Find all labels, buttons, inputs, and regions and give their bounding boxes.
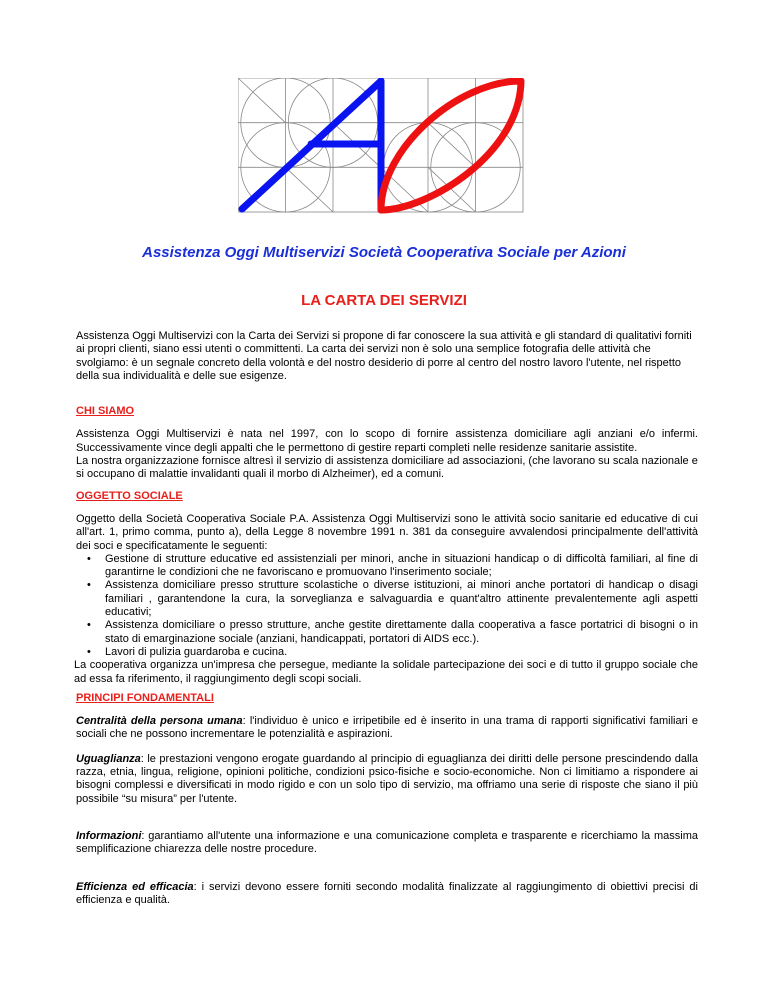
chi-siamo-paragraph-1: Assistenza Oggi Multiservizi è nata nel 1997, con lo scopo di fornire assistenza domiciliare agli anziani e/o infermi. Successivamente vince degli appalti che le permettono di gestire reparti completi nelle residenze sanitarie assistite. [76,428,698,454]
principle-text: : l'individuo è unico e irripetibile ed è inserito in una trama di rapporti significativi familiari e sociali che ne possono incrementare le potenzialità e aspirazioni. [76,715,699,741]
section-heading-chi-siamo: CHI SIAMO [76,405,135,418]
principle-text: : garantiamo all'utente una informazione e una comunicazione completa e trasparente e ricerchiamo la massima semplificazione chiarezza delle nostre procedure. [76,829,698,856]
list-item [76,579,698,619]
bullet-icon: • [87,619,91,632]
principle-text: : le prestazioni vengono erogate guardando al principio di eguaglianza dei diritti delle persone prescindendo dalla razza, etnia, lingua, religione, opinioni politiche, condizioni psico-fisiche e socio-economiche. Non ci limitiamo a rispondere ai bisogni complessi e diversificati in modo rigido e con un solo tipo di servizio, ma offriamo una serie di risposte che siano il più possibile “su misura” per l'utente. [76,752,698,805]
principle-efficienza [76,881,698,908]
intro-paragraph: Assistenza Oggi Multiservizi con la Carta dei Servizi si propone di far conoscere la sua attività e gli standard di qualitativi forniti ai propri clienti, siano essi utenti o committenti. La carta dei servizi non è solo una semplice fotografia delle attività che svolgiamo: è un segnale concreto della volontà e del nostro desiderio di porre al centro del nostro lavoro l'utente, nel rispetto della sua individualità e delle sue esigenze. [76,330,692,382]
bullet-icon: • [87,645,91,658]
list-item-text: Assistenza domiciliare o presso strutture, anche gestite direttamente dalla cooperativa a fasce portatrici di bisogni o in stato di emarginazione sociale (anziani, handicappati, portatori di AIDS ecc.). [105,619,698,645]
principle-text: : i servizi devono essere forniti secondo modalità finalizzate al raggiungimento di obiettivi precisi di efficienza e qualità. [76,880,698,906]
bullet-icon: • [87,579,91,592]
principle-uguaglianza [76,753,698,806]
logo-letter-o [381,81,521,210]
list-item [76,646,698,659]
section-heading-oggetto-sociale: OGGETTO SOCIALE [76,489,183,502]
oggetto-sociale-list [76,553,698,659]
assistenza-oggi-logo [238,78,525,214]
oggetto-sociale-intro: Oggetto della Società Cooperativa Sociale P.A. Assistenza Oggi Multiservizi sono le attività socio sanitarie ed educative di cui all'art. 1, primo comma, punto a), della Legge 8 novembre 1991 n. 381 da conseguire avvalendosi principalmente dell'attività dei soci e specificatamente le seguenti: [76,512,698,552]
chi-siamo-paragraph-2: La nostra organizzazione fornisce altresì il servizio di assistenza domiciliare ad associazioni, (che lavorano su scala nazionale e si occupano di malattie invalidanti quali il morbo di Alzheimer), ed a comuni. [76,455,698,481]
bullet-icon: • [87,552,91,565]
principle-term: Uguaglianza [76,752,141,765]
list-item-text: Assistenza domiciliare presso strutture scolastiche o diverse istituzioni, ai minori anche portatori di handicap o disagi familiari , garantendone la cura, la sorveglianza e salvaguardia e quant'altro attinente prevalentemente agli aspetti educativi; [105,579,698,619]
logo-letter-a [242,81,381,210]
list-item [76,553,698,580]
organization-title: Assistenza Oggi Multiservizi Società Cooperativa Sociale per Azioni [142,244,626,261]
list-item-text: Lavori di pulizia guardaroba e cucina. [105,645,288,658]
principle-centralita [76,715,698,742]
oggetto-sociale-closing: La cooperativa organizza un'impresa che persegue, mediante la solidale partecipazione dei soci e di tutto il gruppo sociale che ad essa fa riferimento, il raggiungimento degli scopi sociali. [74,659,698,685]
list-item [76,619,698,646]
principle-informazioni [76,830,698,857]
section-heading-principi-fondamentali: PRINCIPI FONDAMENTALI [76,691,214,704]
principle-term: Efficienza ed efficacia [76,880,194,893]
document-body [76,330,698,907]
principle-term: Informazioni [76,829,142,842]
principle-term: Centralità della persona umana [76,715,243,728]
list-item-text: Gestione di strutture educative ed assistenziali per minori, anche in situazioni handicap o di difficoltà familiari, al fine di garantirne le condizioni che ne favoriscano e promuovano l'inserimento sociale; [105,552,698,579]
document-title: LA CARTA DEI SERVIZI [301,292,467,309]
